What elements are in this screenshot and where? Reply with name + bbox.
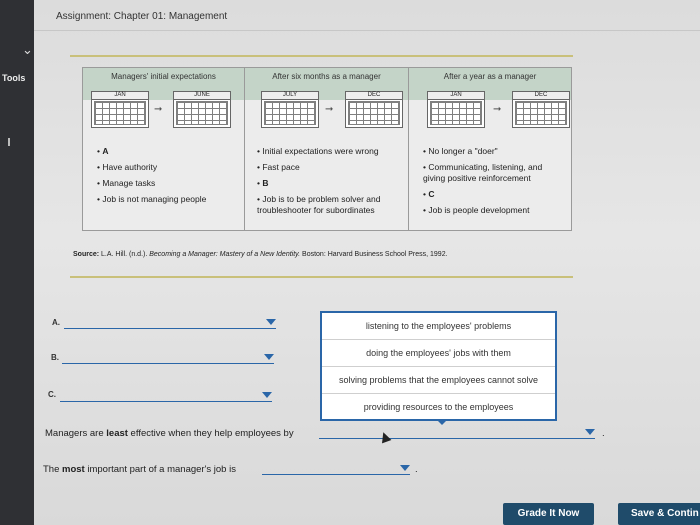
calendar-icon (512, 91, 570, 128)
arrow-right-icon: ➞ (493, 104, 502, 115)
bullet-list (245, 146, 408, 221)
figure (70, 55, 573, 233)
calendar-icon (91, 91, 149, 128)
save-continue-button[interactable]: Save & Contin (618, 503, 700, 525)
question-text: Managers are (45, 428, 107, 439)
bullet-item: • Initial expectations were wrong (257, 146, 379, 156)
source-text: L.A. Hill. (n.d.). (99, 251, 150, 258)
calendar-month: DEC (346, 92, 402, 100)
left-sidebar (0, 0, 34, 525)
bullet-item: • Job is to be problem solver and troubleshooter for subordinates (257, 194, 381, 215)
bullet-text: Job is to be problem solver and troubleshooter for subordinates (257, 194, 381, 215)
bullet-text: Communicating, listening, and giving positive reinforcement (423, 162, 543, 183)
dropdown-option[interactable]: doing the employees' jobs with them (322, 340, 555, 367)
calendar-icon (261, 91, 319, 128)
arrow-right-icon: ➞ (154, 104, 163, 115)
bullet-text: Job is people development (428, 205, 530, 215)
figure-divider (70, 276, 573, 278)
question-text: effective when they help employees by (127, 428, 294, 439)
blank-b: B (262, 178, 269, 188)
dropdown-option[interactable]: solving problems that the employees cannot solve (322, 367, 555, 394)
source-title: Becoming a Manager: Mastery of a New Identity. (149, 251, 301, 258)
answer-dropdown-a[interactable] (64, 318, 276, 329)
bullet-text: No longer a "doer" (428, 146, 498, 156)
tools-label[interactable]: Tools (2, 73, 26, 83)
answer-dropdown-b[interactable] (62, 353, 274, 364)
dropdown-pointer (436, 419, 448, 425)
dropdown-option[interactable]: providing resources to the employees (363, 402, 514, 412)
column-initial (83, 68, 245, 230)
chevron-down-icon[interactable]: ⌄ (22, 42, 33, 57)
dropdown-options (320, 311, 557, 421)
bullet-item: • Have authority (97, 162, 158, 172)
calendar-icon (345, 91, 403, 128)
bullet-item: • B (257, 178, 269, 188)
bullet-text: Fast pace (262, 162, 300, 172)
source-tail: Boston: Harvard Business School Press, 1992. (300, 251, 448, 258)
bullet-text: Initial expectations were wrong (262, 146, 379, 156)
answer-label-b: B. (51, 353, 59, 362)
calendar-month: JAN (428, 92, 484, 100)
answer-label-a: A. (52, 318, 60, 327)
chevron-down-icon (266, 319, 276, 325)
calendar-month: DEC (513, 92, 569, 100)
stages-table (82, 67, 572, 231)
arrow-right-icon: ➞ (325, 104, 334, 115)
bullet-item: • Manage tasks (97, 178, 156, 188)
source-label: Source: (73, 251, 100, 258)
calendar-month: JUNE (174, 92, 230, 100)
blank-a: A (102, 146, 109, 156)
column-six-months (245, 68, 409, 230)
bullet-item: • No longer a "doer" (423, 146, 498, 156)
answer-dropdown-c[interactable] (60, 391, 272, 402)
sidebar-marker (8, 138, 10, 146)
question-2-period: . (415, 464, 418, 475)
bullet-item: • C (423, 189, 435, 199)
question-1-period: . (602, 428, 605, 439)
question-emphasis: least (106, 428, 128, 439)
column-title: After a year as a manager (409, 68, 571, 100)
question-emphasis: most (62, 464, 85, 475)
question-text: The (43, 464, 63, 475)
bullet-text: Have authority (102, 162, 158, 172)
source-citation (73, 251, 448, 258)
chevron-down-icon (400, 465, 410, 471)
column-title: Managers' initial expectations (83, 68, 244, 100)
bullet-list (83, 146, 244, 210)
column-one-year (409, 68, 571, 230)
calendar-icon (173, 91, 231, 128)
bullet-item: • Job is people development (423, 205, 530, 215)
header-divider (34, 30, 700, 31)
bullet-item: • Job is not managing people (97, 194, 207, 204)
calendar-icon (427, 91, 485, 128)
calendar-month: JULY (262, 92, 318, 100)
column-title: After six months as a manager (245, 68, 408, 100)
blank-c: C (428, 189, 435, 199)
question-2 (43, 464, 236, 475)
question-1-dropdown[interactable] (319, 428, 595, 439)
answer-label-c: C. (48, 390, 56, 399)
grade-it-now-button[interactable]: Grade It Now (503, 503, 594, 525)
bullet-list (409, 146, 571, 221)
assignment-title: Assignment: Chapter 01: Management (56, 11, 228, 22)
dropdown-option[interactable]: listening to the employees' problems (322, 313, 555, 340)
bullet-text: Job is not managing people (102, 194, 207, 204)
chevron-down-icon (262, 392, 272, 398)
question-2-dropdown[interactable] (262, 464, 410, 475)
question-text: important part of a manager's job is (84, 464, 236, 475)
bullet-item: • Communicating, listening, and giving positive reinforcement (423, 162, 543, 183)
question-1 (45, 428, 294, 439)
calendar-month: JAN (92, 92, 148, 100)
chevron-down-icon (585, 429, 595, 435)
chevron-down-icon (264, 354, 274, 360)
bullet-item: • A (97, 146, 109, 156)
bullet-text: Manage tasks (102, 178, 156, 188)
bullet-item: • Fast pace (257, 162, 300, 172)
